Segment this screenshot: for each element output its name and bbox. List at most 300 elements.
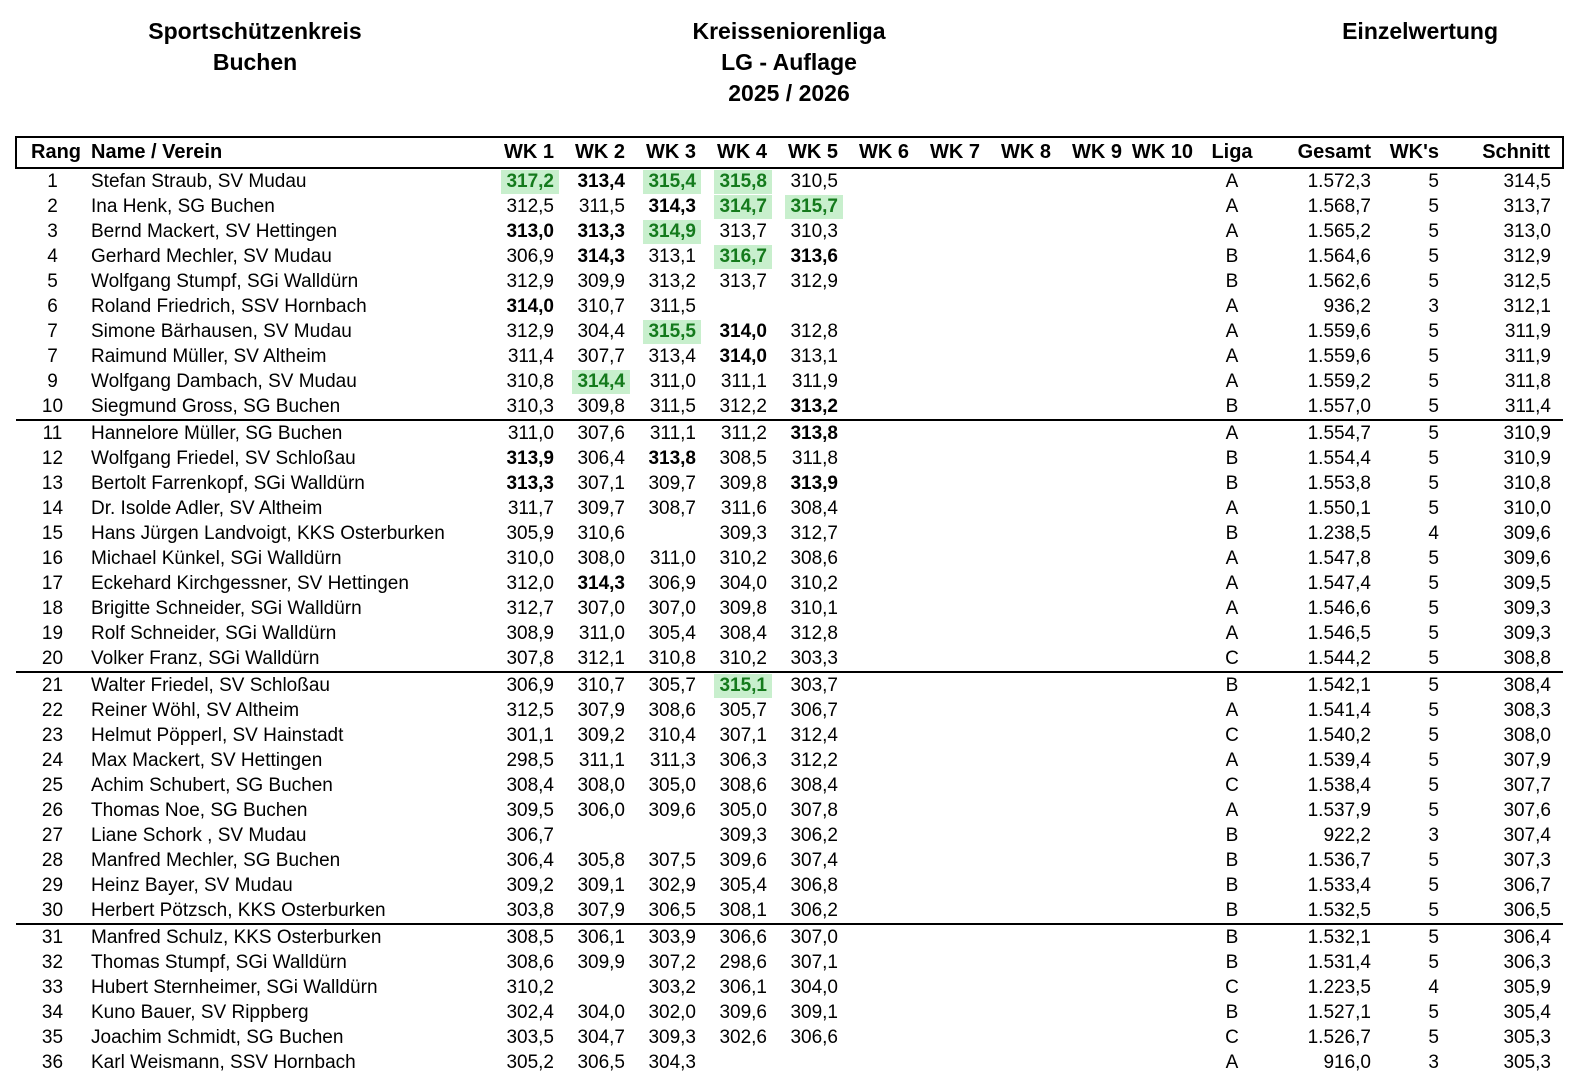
table-row — [16, 596, 1563, 621]
cell-wk8 — [988, 950, 1059, 975]
cell-liga: B — [1225, 270, 1239, 292]
cell-rang: 9 — [47, 370, 58, 392]
cell-wk4: 306,6 — [719, 926, 767, 948]
table-row — [16, 496, 1563, 521]
cell-wks: 4 — [1428, 976, 1439, 998]
cell-wk6 — [846, 369, 917, 394]
cell-wk5 — [775, 294, 846, 319]
cell-name: Helmut Pöpperl, SV Hainstadt — [91, 724, 344, 746]
table-row — [16, 698, 1563, 723]
cell-wk2: 310,7 — [577, 295, 625, 317]
cell-wk9 — [1059, 420, 1130, 446]
cell-wk2: 308,0 — [577, 774, 625, 796]
cell-wk1: 307,8 — [491, 646, 562, 672]
cell-wk7 — [917, 596, 988, 621]
cell-rang: 36 — [41, 1051, 64, 1073]
cell-wk8 — [988, 672, 1059, 698]
cell-wk5: 304,0 — [790, 976, 838, 998]
cell-wk2: 311,5 — [578, 195, 625, 217]
cell-wks: 5 — [1428, 799, 1439, 821]
cell-wk10 — [1130, 319, 1201, 344]
top-score-highlight: 315,4 — [643, 170, 701, 194]
cell-wk9 — [1059, 194, 1130, 219]
cell-wk3: 313,8 — [648, 447, 696, 469]
table-row — [16, 1050, 1563, 1075]
cell-name: Manfred Mechler, SG Buchen — [91, 849, 341, 871]
top-score-highlight: 317,2 — [501, 170, 559, 194]
cell-liga: A — [1225, 370, 1239, 392]
cell-wk6 — [846, 420, 917, 446]
cell-wk7 — [917, 369, 988, 394]
column-header-wk7: WK 7 — [930, 141, 980, 163]
cell-wk9 — [1059, 723, 1130, 748]
cell-gesamt: 1.547,4 — [1307, 572, 1371, 594]
cell-wk8 — [988, 596, 1059, 621]
cell-liga: B — [1225, 824, 1239, 846]
cell-wks: 5 — [1428, 1001, 1439, 1023]
cell-wk2: 310,7 — [577, 674, 625, 696]
cell-liga: A — [1225, 345, 1239, 367]
cell-wk4: 305,7 — [719, 699, 767, 721]
cell-wk2: 306,0 — [577, 799, 625, 821]
cell-wk9 — [1059, 269, 1130, 294]
cell-wk7 — [917, 621, 988, 646]
cell-rang: 15 — [41, 522, 64, 544]
top-score-highlight: 314,4 — [572, 370, 630, 394]
cell-wk10 — [1130, 496, 1201, 521]
cell-wk9 — [1059, 294, 1130, 319]
cell-wk4: 311,2 — [720, 422, 767, 444]
cell-name: Rolf Schneider, SGi Walldürn — [91, 622, 337, 644]
cell-wk5: 312,4 — [790, 724, 838, 746]
cell-name: Stefan Straub, SV Mudau — [91, 170, 307, 192]
cell-gesamt: 1.553,8 — [1307, 472, 1371, 494]
cell-wk9 — [1059, 521, 1130, 546]
cell-wks: 5 — [1428, 370, 1439, 392]
cell-gesamt: 1.562,6 — [1307, 270, 1371, 292]
cell-liga: A — [1225, 320, 1239, 342]
cell-schnitt: 309,5 — [1503, 572, 1551, 594]
cell-wk5: 312,8 — [790, 320, 838, 342]
cell-wk6 — [846, 1000, 917, 1025]
cell-wk7 — [917, 773, 988, 798]
cell-rang: 35 — [41, 1026, 64, 1048]
cell-gesamt: 1.532,1 — [1307, 926, 1371, 948]
cell-gesamt: 1.527,1 — [1307, 1001, 1371, 1023]
table-row — [16, 898, 1563, 924]
cell-wk2 — [562, 369, 633, 394]
cell-gesamt: 1.526,7 — [1307, 1026, 1371, 1048]
cell-wk7 — [917, 698, 988, 723]
table-row — [16, 446, 1563, 471]
cell-rang: 27 — [41, 824, 64, 846]
cell-rang: 12 — [41, 447, 64, 469]
cell-wks: 5 — [1428, 320, 1439, 342]
cell-wk8 — [988, 294, 1059, 319]
cell-wk9 — [1059, 773, 1130, 798]
column-header-wks: WK's — [1389, 141, 1439, 163]
cell-wks: 5 — [1428, 270, 1439, 292]
cell-wk5: 310,5 — [790, 170, 838, 192]
cell-wk5: 312,2 — [790, 749, 838, 771]
results-table — [15, 136, 1564, 1075]
cell-gesamt: 1.572,3 — [1307, 170, 1371, 192]
cell-wks: 3 — [1428, 824, 1439, 846]
cell-wk10 — [1130, 420, 1201, 446]
cell-name: Wolfgang Dambach, SV Mudau — [91, 370, 357, 392]
cell-schnitt: 306,7 — [1503, 874, 1551, 896]
cell-wk10 — [1130, 621, 1201, 646]
cell-wk10 — [1130, 773, 1201, 798]
table-row — [16, 344, 1563, 369]
cell-wk4: 309,8 — [719, 472, 767, 494]
cell-name: Raimund Müller, SV Altheim — [91, 345, 327, 367]
cell-wk8 — [988, 773, 1059, 798]
cell-wk5: 307,1 — [790, 951, 838, 973]
cell-wk3: 309,7 — [648, 472, 696, 494]
cell-wk9 — [1059, 646, 1130, 672]
table-row — [16, 823, 1563, 848]
column-header-wk5: WK 5 — [788, 141, 838, 163]
cell-wk2: 311,0 — [578, 622, 625, 644]
cell-schnitt: 312,9 — [1503, 245, 1551, 267]
cell-wk1: 313,9 — [506, 447, 554, 469]
table-header-row — [16, 137, 1563, 168]
cell-schnitt: 305,3 — [1503, 1051, 1551, 1073]
cell-wk7 — [917, 975, 988, 1000]
cell-wk6 — [846, 294, 917, 319]
cell-wk2: 309,2 — [577, 724, 625, 746]
cell-liga: B — [1225, 674, 1239, 696]
cell-wk9 — [1059, 168, 1130, 194]
cell-wk3: 311,1 — [649, 422, 696, 444]
cell-wks: 5 — [1428, 849, 1439, 871]
cell-wk4 — [704, 1050, 775, 1075]
cell-wk1: 302,4 — [506, 1001, 554, 1023]
cell-wk3 — [633, 219, 704, 244]
cell-wk2: 311,1 — [578, 749, 625, 771]
cell-wk10 — [1130, 194, 1201, 219]
cell-wk9 — [1059, 848, 1130, 873]
cell-wk2: 307,1 — [577, 472, 625, 494]
cell-wks: 5 — [1428, 774, 1439, 796]
cell-rang: 32 — [41, 951, 64, 973]
cell-liga: A — [1225, 497, 1239, 519]
cell-wk1: 298,5 — [506, 749, 554, 771]
cell-wk1: 308,5 — [506, 926, 554, 948]
cell-rang: 1 — [47, 170, 58, 192]
cell-wk6 — [846, 646, 917, 672]
cell-schnitt: 305,4 — [1503, 1001, 1551, 1023]
cell-wk2: 309,1 — [577, 874, 625, 896]
cell-wk3: 302,0 — [648, 1001, 696, 1023]
column-header-wk9: WK 9 — [1072, 141, 1122, 163]
cell-schnitt: 308,3 — [1503, 699, 1551, 721]
cell-rang: 16 — [41, 547, 64, 569]
cell-wk5: 313,9 — [790, 472, 838, 494]
cell-wk1: 308,9 — [506, 622, 554, 644]
cell-wk10 — [1130, 748, 1201, 773]
cell-wk1: 306,7 — [506, 824, 554, 846]
cell-gesamt: 1.554,7 — [1307, 422, 1371, 444]
cell-wk6 — [846, 394, 917, 420]
table-row — [16, 269, 1563, 294]
top-score-highlight: 314,9 — [643, 220, 701, 244]
cell-liga: A — [1225, 749, 1239, 771]
cell-wk3: 303,9 — [648, 926, 696, 948]
cell-schnitt: 306,5 — [1463, 898, 1563, 924]
cell-rang: 30 — [16, 898, 89, 924]
cell-name: Eckehard Kirchgessner, SV Hettingen — [91, 572, 409, 594]
cell-wk3: 302,9 — [648, 874, 696, 896]
cell-wk7 — [917, 344, 988, 369]
cell-name: Ina Henk, SG Buchen — [91, 195, 275, 217]
cell-name: Achim Schubert, SG Buchen — [91, 774, 333, 796]
top-score-highlight: 315,7 — [785, 195, 843, 219]
cell-wk6 — [846, 319, 917, 344]
cell-wk5: 306,6 — [790, 1026, 838, 1048]
cell-wk3: 309,6 — [648, 799, 696, 821]
cell-wk4: 311,1 — [720, 370, 767, 392]
cell-rang: 20 — [16, 646, 89, 672]
cell-rang: 18 — [41, 597, 64, 619]
cell-gesamt: 1.544,2 — [1263, 646, 1379, 672]
cell-wk3: 311,0 — [649, 370, 696, 392]
cell-wk4: 305,4 — [719, 874, 767, 896]
table-row — [16, 672, 1563, 698]
cell-schnitt: 307,6 — [1503, 799, 1551, 821]
cell-wk9 — [1059, 546, 1130, 571]
cell-wk4: 298,6 — [719, 951, 767, 973]
table-row — [16, 748, 1563, 773]
cell-wk3: 307,5 — [648, 849, 696, 871]
cell-wk1: 312,0 — [506, 572, 554, 594]
cell-wk6 — [846, 546, 917, 571]
cell-wk3: 310,4 — [648, 724, 696, 746]
cell-wks: 3 — [1428, 1051, 1439, 1073]
cell-wk1: 311,4 — [507, 345, 554, 367]
cell-wk4: 313,7 — [719, 270, 767, 292]
cell-wk8 — [988, 798, 1059, 823]
cell-wks: 5 — [1428, 1026, 1439, 1048]
cell-schnitt: 310,8 — [1503, 472, 1551, 494]
cell-wk7 — [917, 294, 988, 319]
cell-wk9 — [1059, 898, 1130, 924]
cell-gesamt: 1.541,4 — [1307, 699, 1371, 721]
cell-wk7 — [917, 1000, 988, 1025]
cell-liga: C — [1225, 774, 1239, 796]
cell-wk4: 308,4 — [719, 622, 767, 644]
cell-wk9 — [1059, 748, 1130, 773]
cell-wk4: 305,0 — [719, 799, 767, 821]
cell-wks: 5 — [1428, 345, 1439, 367]
cell-wk10 — [1130, 798, 1201, 823]
cell-rang: 22 — [41, 699, 64, 721]
cell-wk8 — [988, 420, 1059, 446]
cell-wk5: 313,6 — [790, 245, 838, 267]
cell-wk3: 311,0 — [649, 547, 696, 569]
column-header-name: Name / Verein — [91, 141, 223, 163]
cell-name: Joachim Schmidt, SG Buchen — [91, 1026, 344, 1048]
page-header — [0, 0, 1578, 136]
cell-schnitt: 310,9 — [1503, 447, 1551, 469]
cell-wk9 — [1059, 219, 1130, 244]
cell-wk6 — [846, 194, 917, 219]
cell-liga: A — [1225, 547, 1239, 569]
cell-wk6 — [846, 496, 917, 521]
table-row — [16, 848, 1563, 873]
cell-wk5: 313,1 — [790, 345, 838, 367]
cell-wk8 — [988, 521, 1059, 546]
cell-wk10 — [1130, 546, 1201, 571]
cell-wk1 — [491, 168, 562, 194]
cell-schnitt: 309,3 — [1503, 622, 1551, 644]
cell-wk10 — [1130, 1000, 1201, 1025]
cell-schnitt: 307,9 — [1503, 749, 1551, 771]
cell-rang: 11 — [42, 422, 63, 444]
cell-rang: 25 — [41, 774, 64, 796]
cell-wk1: 310,8 — [506, 370, 554, 392]
table-row — [16, 521, 1563, 546]
cell-liga: B — [1225, 849, 1239, 871]
table-row — [16, 723, 1563, 748]
cell-wk8 — [988, 975, 1059, 1000]
cell-wk10 — [1130, 924, 1201, 950]
cell-wk2: 307,9 — [562, 898, 633, 924]
cell-wk4: 311,6 — [720, 497, 767, 519]
cell-wk3: 311,5 — [649, 295, 696, 317]
column-header-wk4: WK 4 — [717, 141, 767, 163]
cell-liga: B — [1225, 245, 1239, 267]
cell-wk5: 308,4 — [790, 497, 838, 519]
cell-wk10 — [1130, 823, 1201, 848]
cell-liga: C — [1225, 976, 1239, 998]
cell-wk5: 310,1 — [790, 597, 838, 619]
table-row — [16, 1000, 1563, 1025]
cell-wk1: 303,8 — [491, 898, 562, 924]
cell-wks: 5 — [1428, 951, 1439, 973]
cell-rang: 28 — [41, 849, 64, 871]
cell-wk3: 307,0 — [648, 597, 696, 619]
cell-name: Wolfgang Friedel, SV Schloßau — [91, 447, 356, 469]
cell-wk10 — [1130, 446, 1201, 471]
cell-name: Hans Jürgen Landvoigt, KKS Osterburken — [91, 522, 445, 544]
cell-wks: 5 — [1428, 724, 1439, 746]
cell-wk10 — [1130, 898, 1201, 924]
cell-wk9 — [1059, 596, 1130, 621]
cell-wk2: 306,1 — [577, 926, 625, 948]
cell-wk9 — [1059, 873, 1130, 898]
cell-gesamt: 1.546,5 — [1307, 622, 1371, 644]
cell-wk7 — [917, 924, 988, 950]
cell-wk2: 309,7 — [577, 497, 625, 519]
cell-wk8 — [988, 748, 1059, 773]
cell-wk8 — [988, 219, 1059, 244]
cell-wk6 — [846, 1025, 917, 1050]
cell-schnitt: 309,6 — [1503, 522, 1551, 544]
cell-schnitt: 311,9 — [1504, 320, 1551, 342]
cell-wk4 — [704, 294, 775, 319]
cell-wk10 — [1130, 571, 1201, 596]
cell-name: Thomas Noe, SG Buchen — [91, 799, 308, 821]
column-header-wk1: WK 1 — [504, 141, 554, 163]
cell-wks: 5 — [1428, 170, 1439, 192]
cell-name: Hannelore Müller, SG Buchen — [91, 422, 343, 444]
cell-wk2: 309,9 — [577, 951, 625, 973]
cell-schnitt: 311,8 — [1504, 370, 1551, 392]
cell-wks: 5 — [1428, 674, 1439, 696]
cell-wk7 — [917, 471, 988, 496]
cell-wk7 — [917, 168, 988, 194]
cell-gesamt: 1.539,4 — [1307, 749, 1371, 771]
cell-name: Reiner Wöhl, SV Altheim — [91, 699, 300, 721]
cell-liga: A — [1225, 422, 1239, 444]
cell-wk7 — [917, 219, 988, 244]
cell-wk1: 305,2 — [506, 1051, 554, 1073]
cell-liga: A — [1225, 572, 1239, 594]
cell-liga: A — [1225, 799, 1239, 821]
cell-wk4: 310,2 — [704, 646, 775, 672]
top-score-highlight: 314,7 — [714, 195, 772, 219]
top-score-highlight: 316,7 — [714, 245, 772, 269]
cell-wk7 — [917, 571, 988, 596]
cell-rang: 29 — [41, 874, 64, 896]
cell-gesamt: 1.540,2 — [1307, 724, 1371, 746]
cell-schnitt: 307,3 — [1503, 849, 1551, 871]
cell-liga: B — [1201, 898, 1263, 924]
cell-wk6 — [846, 521, 917, 546]
cell-name: Dr. Isolde Adler, SV Altheim — [91, 497, 323, 519]
cell-liga: B — [1225, 1001, 1239, 1023]
cell-wk4: 307,1 — [719, 724, 767, 746]
cell-gesamt: 922,2 — [1323, 824, 1371, 846]
cell-wk3: 305,4 — [648, 622, 696, 644]
cell-wk4: 312,2 — [704, 394, 775, 420]
table-row — [16, 773, 1563, 798]
cell-wk2: 312,1 — [562, 646, 633, 672]
cell-wks: 5 — [1428, 245, 1439, 267]
cell-schnitt: 306,4 — [1503, 926, 1551, 948]
cell-gesamt: 1.559,6 — [1307, 345, 1371, 367]
cell-wk5: 309,1 — [790, 1001, 838, 1023]
season-label: 2025 / 2026 — [728, 80, 850, 106]
table-row — [16, 873, 1563, 898]
cell-rang: 26 — [41, 799, 64, 821]
cell-wk5: 307,0 — [790, 926, 838, 948]
cell-wk5: 306,2 — [775, 898, 846, 924]
cell-wk8 — [988, 394, 1059, 420]
cell-wk5: 313,2 — [775, 394, 846, 420]
cell-wk9 — [1059, 823, 1130, 848]
cell-wk2: 306,5 — [577, 1051, 625, 1073]
cell-rang: 3 — [47, 220, 58, 242]
cell-wk3: 311,5 — [633, 394, 704, 420]
cell-wk8 — [988, 646, 1059, 672]
table-row — [16, 621, 1563, 646]
cell-name: Roland Friedrich, SSV Hornbach — [91, 295, 367, 317]
cell-wk6 — [846, 975, 917, 1000]
cell-wk7 — [917, 848, 988, 873]
discipline-title: LG - Auflage — [721, 49, 857, 75]
cell-schnitt: 309,3 — [1503, 597, 1551, 619]
cell-liga: C — [1225, 1026, 1239, 1048]
cell-wk9 — [1059, 698, 1130, 723]
cell-wk7 — [917, 546, 988, 571]
cell-rang: 23 — [41, 724, 64, 746]
cell-wk6 — [846, 621, 917, 646]
cell-wk2: 304,0 — [577, 1001, 625, 1023]
cell-wk5: 308,4 — [790, 774, 838, 796]
